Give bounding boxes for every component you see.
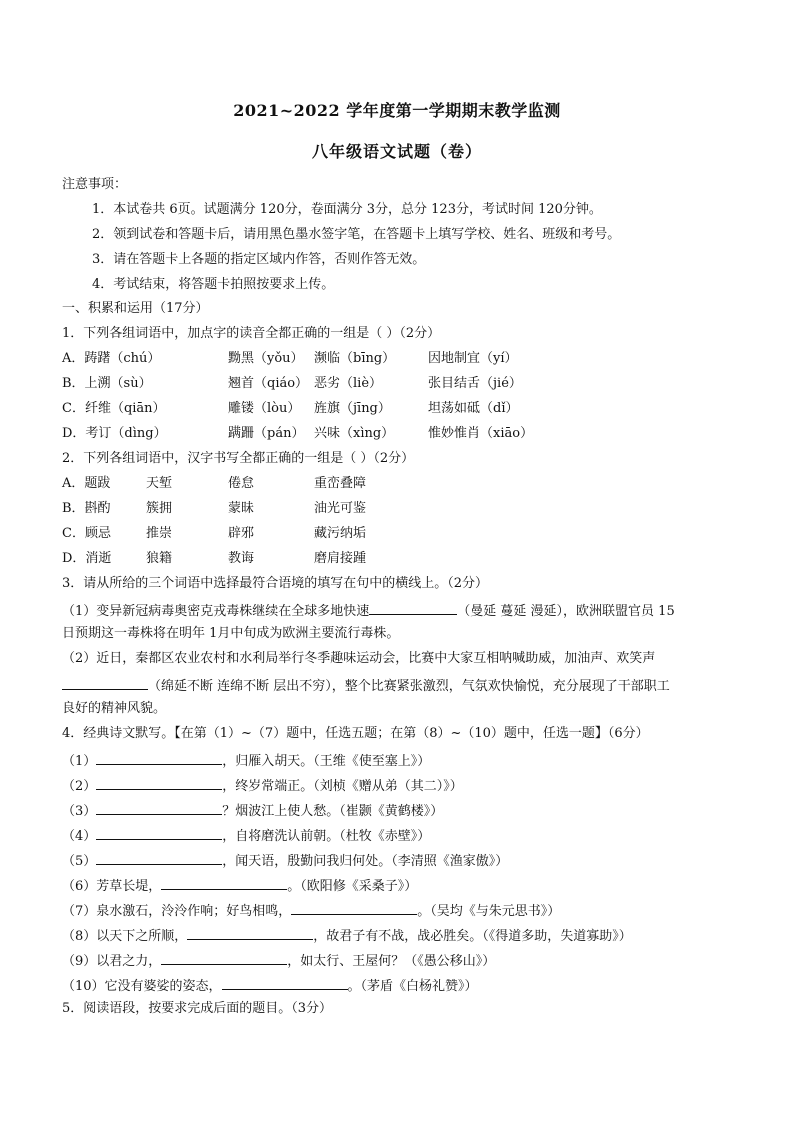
answer-blank[interactable] [369, 600, 457, 615]
notice-item: 1．本试卷共 6页。试题满分 120分，卷面满分 3分，总分 123分，考试时间 120分钟。 [92, 202, 602, 217]
option-word: B．上溯（sù） [62, 376, 152, 391]
option-word: 蒙昧 [228, 501, 255, 516]
recitation-item [62, 975, 478, 996]
item-text: 。（欧阳修《采桑子》） [287, 879, 418, 894]
option-word: 张目结舌（jié） [428, 376, 522, 391]
option-word: 狼籍 [146, 551, 173, 566]
question-3-part-2-end: 良好的精神风貌。 [62, 701, 167, 716]
answer-blank[interactable] [62, 675, 148, 690]
item-prefix: （1） [62, 754, 97, 769]
item-text: ，归雁入胡天。（王维《使至塞上》） [222, 754, 431, 769]
recitation-item [62, 750, 430, 771]
recitation-item [62, 850, 508, 871]
option-word: 因地制宜（yí） [428, 351, 518, 366]
option-word: 兴味（xìng） [314, 426, 395, 441]
section-heading: 一、积累和运用（17分） [62, 301, 209, 316]
option-word: 重峦叠障 [314, 476, 367, 491]
item-prefix: （3） [62, 804, 97, 819]
option-word: 濒临（bīng） [314, 351, 396, 366]
answer-blank[interactable] [96, 850, 222, 865]
notice-item: 2．领到试卷和答题卡后，请用黑色墨水签字笔，在答题卡上填写学校、姓名、班级和考号。 [92, 227, 621, 242]
question-3-part-2-cont [62, 675, 670, 696]
choice-text: （绵延不断 连绵不断 层出不穷），整个比赛紧张激烈，气氛欢快愉悦，充分展现了干部职工 [148, 679, 670, 694]
option-word: 坦荡如砥（dǐ） [428, 401, 519, 416]
question-3-part-1 [62, 600, 675, 621]
option-word: 天堑 [146, 476, 173, 491]
item-prefix: （5） [62, 854, 97, 869]
option-word: 磨肩接踵 [314, 551, 367, 566]
exam-title: 2021~2022 学年度第一学期期末教学监测 [233, 101, 561, 120]
option-word: 黝黑（yǒu） [228, 351, 304, 366]
option-word: D．考订（dìng） [62, 426, 167, 441]
question-5-stem: 5．阅读语段，按要求完成后面的题目。（3分） [62, 1001, 333, 1016]
item-text: ，自将磨洗认前朝。（杜牧《赤壁》） [222, 829, 431, 844]
question-3-stem: 3．请从所给的三个词语中选择最符合语境的填写在句中的横线上。（2分） [62, 576, 489, 591]
question-2-stem: 2．下列各组词语中，汉字书写全都正确的一组是（ ）（2分） [62, 451, 415, 466]
option-word: 旌旗（jīng） [314, 401, 391, 416]
answer-blank[interactable] [161, 875, 287, 890]
option-word: 蹒跚（pán） [228, 426, 305, 441]
answer-blank[interactable] [161, 950, 287, 965]
option-word: C．纤维（qiān） [62, 401, 166, 416]
notice-item: 3．请在答题卡上各题的指定区域内作答，否则作答无效。 [92, 252, 426, 267]
question-1-stem: 1．下列各组词语中，加点字的读音全都正确的一组是（ ）（2分） [62, 326, 441, 341]
sentence-text: （1）变异新冠病毒奥密克戎毒株继续在全球多地快速 [62, 604, 370, 619]
item-prefix: （7）泉水激石，泠泠作响；好鸟相鸣， [62, 904, 292, 919]
option-word: 惟妙惟肖（xiāo） [428, 426, 534, 441]
option-word: 簇拥 [146, 501, 173, 516]
option-word: A．题跋 [62, 476, 111, 491]
item-prefix: （8）以天下之所顺， [62, 929, 188, 944]
option-word: 恶劣（liè） [314, 376, 383, 391]
answer-blank[interactable] [291, 900, 417, 915]
item-text: 。（茅盾《白杨礼赞》） [347, 979, 478, 994]
answer-blank[interactable] [96, 750, 222, 765]
answer-blank[interactable] [96, 825, 222, 840]
option-word: 雕镂（lòu） [228, 401, 301, 416]
item-prefix: （4） [62, 829, 97, 844]
item-text: ？烟波江上使人愁。（崔颢《黄鹤楼》） [222, 804, 444, 819]
recitation-item [62, 875, 417, 896]
recitation-item [62, 825, 430, 846]
option-word: 辟邪 [228, 526, 255, 541]
answer-blank[interactable] [187, 925, 313, 940]
option-word: 藏污纳垢 [314, 526, 367, 541]
option-word: D．消逝 [62, 551, 112, 566]
option-word: B．斟酌 [62, 501, 111, 516]
item-text: 。（吴均《与朱元思书》） [417, 904, 561, 919]
option-word: C．顾忌 [62, 526, 111, 541]
choice-text: （曼延 蔓延 漫延），欧洲联盟官员 15 [457, 604, 675, 619]
answer-blank[interactable] [96, 775, 222, 790]
exam-subtitle: 八年级语文试题（卷） [311, 142, 482, 161]
option-word: 倦怠 [228, 476, 255, 491]
option-word: 教诲 [228, 551, 255, 566]
answer-blank[interactable] [96, 800, 222, 815]
item-text: ，如太行、王屋何？（《愚公移山》） [287, 954, 496, 969]
notice-heading: 注意事项： [62, 177, 128, 192]
option-word: A．踌躇（chú） [62, 351, 161, 366]
recitation-item [62, 900, 560, 921]
option-word: 翘首（qiáo） [228, 376, 309, 391]
item-prefix: （9）以君之力， [62, 954, 162, 969]
question-3-part-2: （2）近日，秦都区农业农村和水利局举行冬季趣味运动会，比赛中大家互相呐喊助威，加油声、欢笑声 [62, 651, 656, 666]
item-text: ，终岁常端正。（刘桢《赠从弟（其二）》） [222, 779, 463, 794]
option-word: 油光可鉴 [314, 501, 367, 516]
recitation-item [62, 775, 463, 796]
recitation-item [62, 800, 443, 821]
option-word: 推崇 [146, 526, 173, 541]
recitation-item [62, 950, 495, 971]
item-prefix: （2） [62, 779, 97, 794]
recitation-item [62, 925, 632, 946]
answer-blank[interactable] [222, 975, 348, 990]
item-text: ，闻天语，殷勤问我归何处。（李清照《渔家傲》） [222, 854, 509, 869]
notice-item: 4．考试结束，将答题卡拍照按要求上传。 [92, 277, 335, 292]
item-text: ，故君子有不战，战必胜矣。（《得道多助，失道寡助》） [313, 929, 632, 944]
question-4-stem: 4．经典诗文默写。【在第（1）~（7）题中，任选五题；在第（8）~（10）题中，任选一题】（6分） [62, 726, 649, 741]
question-3-part-1-cont: 日预期这一毒株将在明年 1月中旬成为欧洲主要流行毒株。 [62, 626, 400, 641]
item-prefix: （10）它没有婆娑的姿态， [62, 979, 222, 994]
item-prefix: （6）芳草长堤， [62, 879, 162, 894]
